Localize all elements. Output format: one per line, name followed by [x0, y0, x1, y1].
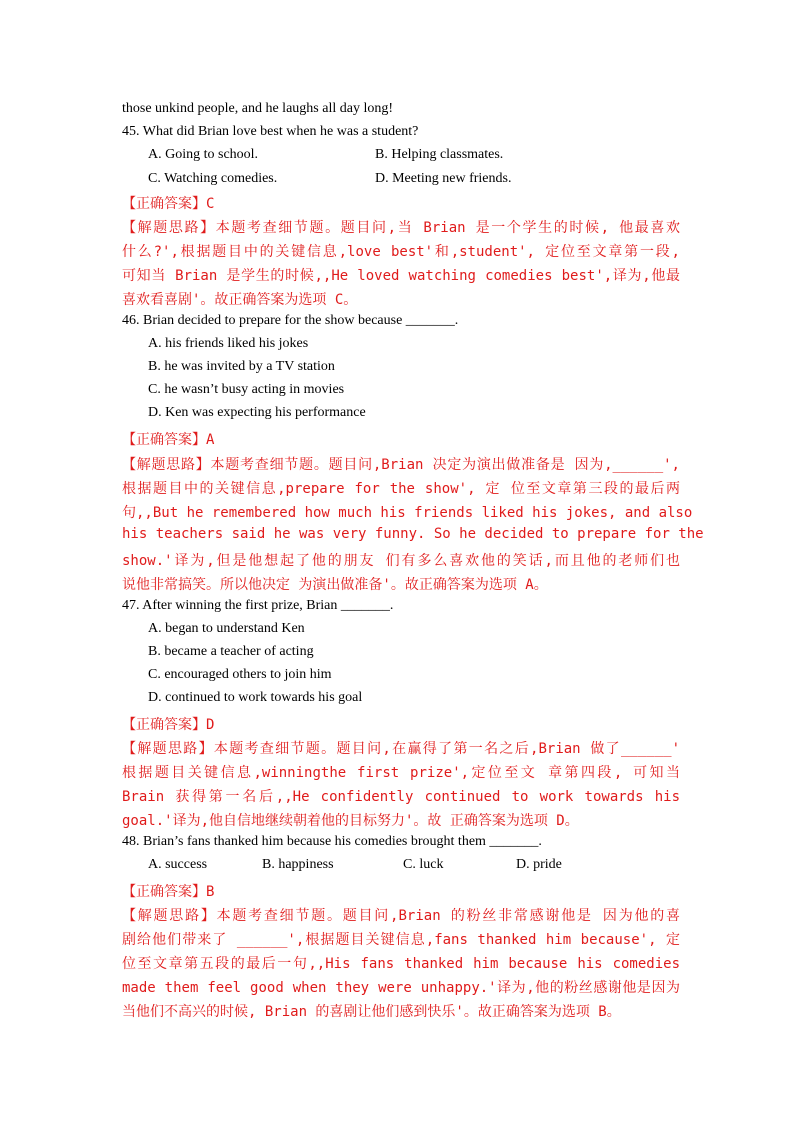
question-48-stem: 48. Brian’s fans thanked him because his comedies brought them _______. [122, 834, 542, 849]
question-45-option-a: A. Going to school. [148, 147, 259, 162]
question-48-option-d: D. pride [516, 857, 562, 872]
question-47-answer: 【正确答案】D [122, 717, 215, 733]
question-45-option-b: B. Helping classmates. [375, 147, 504, 162]
question-46-option-d: D. Ken was expecting his performance [148, 405, 366, 420]
question-46-answer: 【正确答案】A [122, 432, 215, 448]
question-48-analysis-line: 剧给他们带来了 ______',根据题目关键信息,fans thanked him because', 定 [122, 932, 680, 948]
question-47-option-b: B. became a teacher of acting [148, 644, 314, 659]
passage-tail: those unkind people, and he laughs all day long! [122, 101, 393, 116]
question-45-answer: 【正确答案】C [122, 196, 215, 212]
question-48-option-b: B. happiness [262, 857, 334, 872]
question-47-option-c: C. encouraged others to join him [148, 667, 332, 682]
question-45-analysis-line: 【解题思路】本题考查细节题。题目问,当 Brian 是一个学生的时候, 他最喜欢 [122, 220, 680, 236]
question-47-analysis-line: 根据题目关键信息,winningthe first prize',定位至文 章第四段, 可知当 [122, 765, 680, 781]
question-46-analysis-line: his teachers said he was very funny. So he decided to prepare for the [122, 526, 704, 542]
question-46-analysis-line: 根据题目中的关键信息,prepare for the show', 定 位至文章第三段的最后两 [122, 481, 680, 497]
question-46-analysis-line: 说他非常搞笑。所以他决定 为演出做准备'。故正确答案为选项 A。 [122, 577, 548, 593]
question-48-option-a: A. success [148, 857, 208, 872]
question-47-option-d: D. continued to work towards his goal [148, 690, 363, 705]
question-45-stem: 45. What did Brian love best when he was a student? [122, 124, 419, 139]
question-48-option-c: C. luck [403, 857, 444, 872]
question-45-option-c: C. Watching comedies. [148, 171, 278, 186]
question-45-analysis-line: 什么?',根据题目中的关键信息,love best'和,student', 定位至文章第一段, [122, 244, 680, 260]
question-47-analysis-line: Brain 获得第一名后,,He confidently continued to work towards his [122, 789, 680, 805]
question-48-analysis-line: 当他们不高兴的时候, Brian 的喜剧让他们感到快乐'。故正确答案为选项 B。 [122, 1004, 621, 1020]
question-45-analysis-line: 可知当 Brian 是学生的时候,,He loved watching comedies best',译为,他最 [122, 268, 680, 284]
question-46-stem: 46. Brian decided to prepare for the show because _______. [122, 313, 459, 328]
question-46-option-a: A. his friends liked his jokes [148, 336, 309, 351]
question-46-analysis-line: show.'译为,但是他想起了他的朋友 们有多么喜欢他的笑话,而且他的老师们也 [122, 553, 680, 569]
question-46-option-c: C. he wasn’t busy acting in movies [148, 382, 345, 397]
question-47-analysis-line: goal.'译为,他自信地继续朝着他的目标努力'。故 正确答案为选项 D。 [122, 813, 579, 829]
question-48-answer: 【正确答案】B [122, 884, 215, 900]
question-48-analysis-line: made them feel good when they were unhappy.'译为,他的粉丝感谢他是因为 [122, 980, 680, 996]
question-48-analysis-line: 【解题思路】本题考查细节题。题目问,Brian 的粉丝非常感谢他是 因为他的喜 [122, 908, 680, 924]
question-47-option-a: A. began to understand Ken [148, 621, 305, 636]
question-45-option-d: D. Meeting new friends. [375, 171, 512, 186]
question-46-analysis-line: 【解题思路】本题考查细节题。题目问,Brian 决定为演出做准备是 因为,______', [122, 457, 680, 473]
question-45-analysis-line: 喜欢看喜剧'。故正确答案为选项 C。 [122, 292, 358, 308]
question-47-stem: 47. After winning the first prize, Brian _______. [122, 598, 394, 613]
question-46-option-b: B. he was invited by a TV station [148, 359, 335, 374]
question-48-analysis-line: 位至文章第五段的最后一句,,His fans thanked him because his comedies [122, 956, 680, 972]
question-46-analysis-line: 句,,But he remembered how much his friends liked his jokes, and also [122, 505, 693, 521]
question-47-analysis-line: 【解题思路】本题考查细节题。题目问,在赢得了第一名之后,Brian 做了______' [122, 741, 680, 757]
